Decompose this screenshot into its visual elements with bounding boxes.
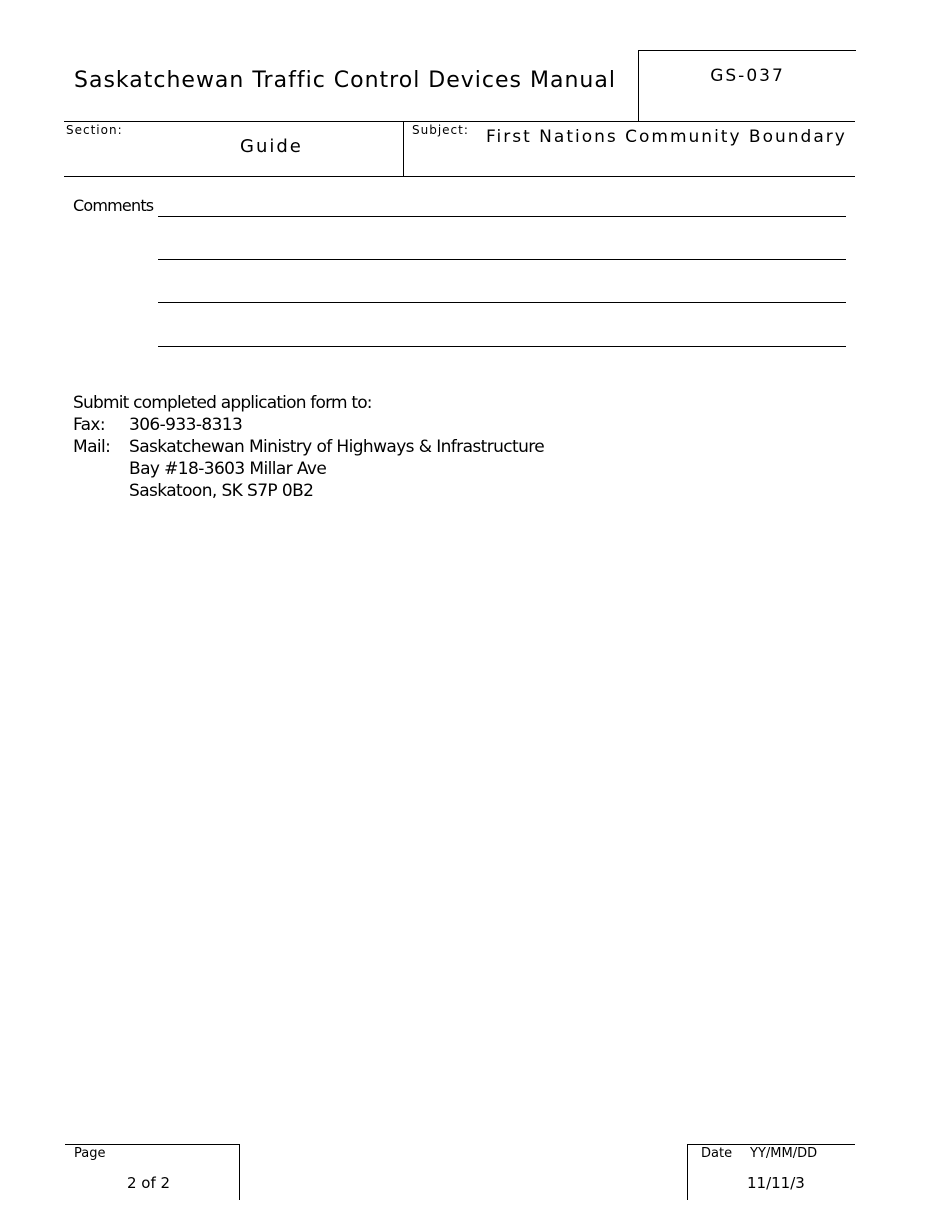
header-divider — [64, 121, 855, 122]
date-format: YY/MM/DD — [750, 1146, 818, 1161]
section-label: Section: — [66, 123, 123, 137]
submit-instructions: Submit completed application form to: — [73, 393, 372, 413]
subject-label: Subject: — [412, 123, 469, 137]
date-label: Date — [701, 1146, 733, 1161]
fax-label: Fax: — [73, 415, 106, 435]
comments-line-3[interactable] — [158, 302, 846, 303]
date-value: 11/11/3 — [747, 1174, 805, 1192]
page-box-top — [65, 1144, 240, 1145]
page-number: 2 of 2 — [127, 1174, 171, 1192]
document-code-box — [638, 50, 856, 122]
mail-address-line-2: Bay #18-3603 Millar Ave — [129, 459, 327, 479]
subject-value: First Nations Community Boundary — [486, 127, 847, 147]
document-code: GS-037 — [710, 66, 785, 86]
date-box-left — [687, 1144, 688, 1200]
section-subject-divider — [403, 121, 404, 177]
page-label: Page — [74, 1146, 106, 1161]
mail-address-line-3: Saskatoon, SK S7P 0B2 — [129, 481, 314, 501]
page-box-right — [239, 1144, 240, 1200]
document-title: Saskatchewan Traffic Control Devices Manual — [74, 68, 616, 93]
mail-address-line-1: Saskatchewan Ministry of Highways & Infrastructure — [129, 437, 545, 457]
comments-line-1[interactable] — [158, 216, 846, 217]
mail-label: Mail: — [73, 437, 111, 457]
date-box-top — [687, 1144, 855, 1145]
fax-number: 306-933-8313 — [129, 415, 243, 435]
header-bottom-rule — [64, 176, 855, 177]
comments-line-4[interactable] — [158, 346, 846, 347]
comments-line-2[interactable] — [158, 259, 846, 260]
section-value: Guide — [240, 136, 303, 157]
comments-label: Comments — [73, 196, 154, 215]
